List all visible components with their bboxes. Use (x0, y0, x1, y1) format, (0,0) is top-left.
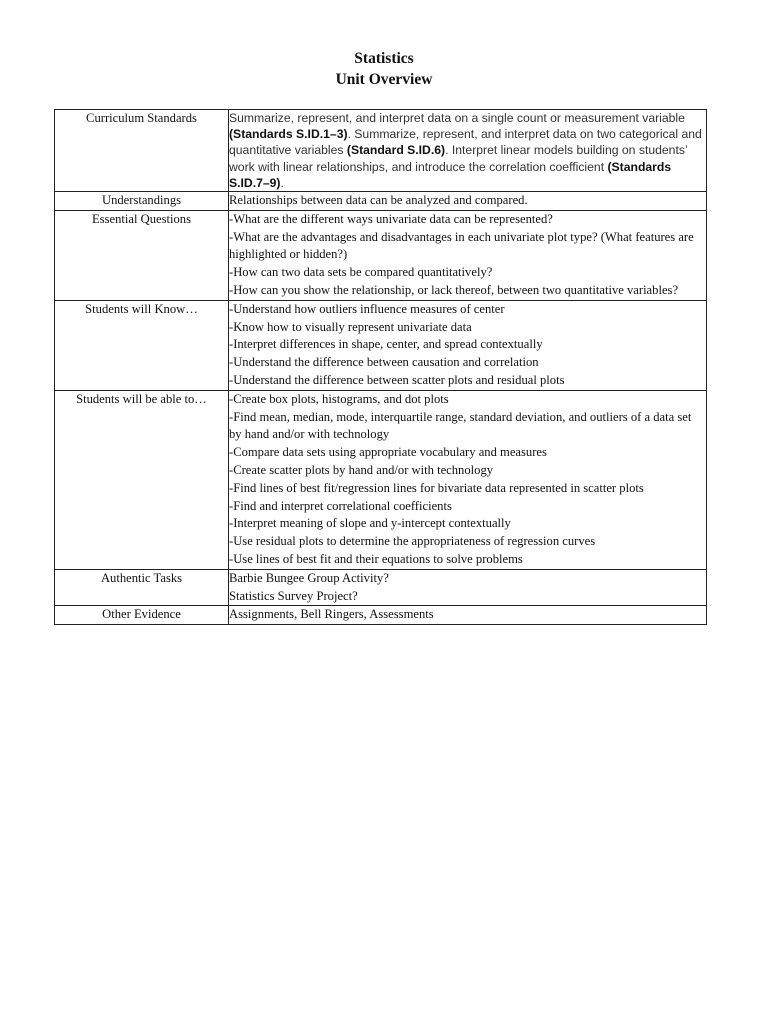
row-label: Essential Questions (55, 210, 229, 300)
list-item: -Find and interpret correlational coefficients (229, 498, 452, 513)
students-able-content (229, 390, 707, 569)
understandings-content (229, 192, 707, 211)
list-item: -Create box plots, histograms, and dot plots (229, 391, 449, 406)
table-row-students-able (55, 390, 707, 569)
standards-reference: (Standards S.ID.7–9) (229, 159, 672, 190)
list-item: -Find lines of best fit/regression lines for bivariate data represented in scatter plots (229, 480, 644, 495)
standards-text-part: . Summarize, represent, and interpret data on two categorical and quantitative variables (229, 127, 702, 158)
list-item: -Find mean, median, mode, interquartile range, standard deviation, and outliers of a data set by hand and/or with technology (229, 409, 692, 442)
list-item: -Use lines of best fit and their equations to solve problems (229, 551, 523, 566)
list-item: -Understand the difference between scatter plots and residual plots (229, 372, 565, 387)
table-row-essential-questions (55, 210, 707, 300)
document-title: Statistics (354, 50, 414, 67)
list-item: -Use residual plots to determine the appropriateness of regression curves (229, 534, 596, 549)
list-item: -Know how to visually represent univariate data (229, 319, 472, 334)
table-row-understandings (55, 192, 707, 211)
row-label: Curriculum Standards (55, 110, 229, 192)
standards-reference: (Standards S.ID.1–3) (229, 127, 348, 142)
other-evidence-content (229, 606, 707, 625)
document-header (0, 48, 768, 90)
standards-text-part: . Interpret linear models building on students’ work with linear relationships, and introduce the correlation coefficient (229, 143, 688, 174)
list-item: -What are the advantages and disadvantages in each univariate plot type? (What features are highlighted or hidden?) (229, 229, 694, 262)
row-label: Students will be able to… (55, 390, 229, 569)
list-item: Statistics Survey Project? (229, 588, 358, 603)
unit-overview-table (54, 109, 707, 625)
list-item: -How can you show the relationship, or lack thereof, between two quantitative variables? (229, 283, 679, 297)
table-row-authentic-tasks (55, 569, 707, 606)
table-row-other-evidence (55, 606, 707, 625)
row-label: Understandings (55, 192, 229, 211)
list-item: -Interpret meaning of slope and y-intercept contextually (229, 516, 511, 531)
standards-text-part: . (280, 175, 284, 190)
students-know-content (229, 300, 707, 390)
list-item: Assignments, Bell Ringers, Assessments (229, 607, 434, 622)
row-label: Students will Know… (55, 300, 229, 390)
essential-questions-content (229, 210, 707, 300)
list-item: -Create scatter plots by hand and/or with technology (229, 462, 494, 477)
standards-reference: (Standard S.ID.6) (346, 143, 446, 158)
list-item: -Compare data sets using appropriate vocabulary and measures (229, 445, 547, 460)
table-row-students-know (55, 300, 707, 390)
list-item: Relationships between data can be analyzed and compared. (229, 193, 528, 208)
list-item: Barbie Bungee Group Activity? (229, 570, 389, 585)
curriculum-standards-text (229, 110, 707, 192)
standards-text-part: Summarize, represent, and interpret data on a single count or measurement variable (229, 111, 685, 125)
list-item: -Understand the difference between causation and correlation (229, 355, 539, 370)
list-item: -What are the different ways univariate data can be represented? (229, 211, 553, 226)
table-row-curriculum-standards (55, 110, 707, 192)
document-subtitle: Unit Overview (335, 71, 433, 88)
list-item: -How can two data sets be compared quantitatively? (229, 265, 493, 280)
row-label: Authentic Tasks (55, 569, 229, 606)
authentic-tasks-content (229, 569, 707, 606)
list-item: -Interpret differences in shape, center, and spread contextually (229, 337, 543, 352)
list-item: -Understand how outliers influence measures of center (229, 301, 505, 316)
row-label: Other Evidence (55, 606, 229, 625)
